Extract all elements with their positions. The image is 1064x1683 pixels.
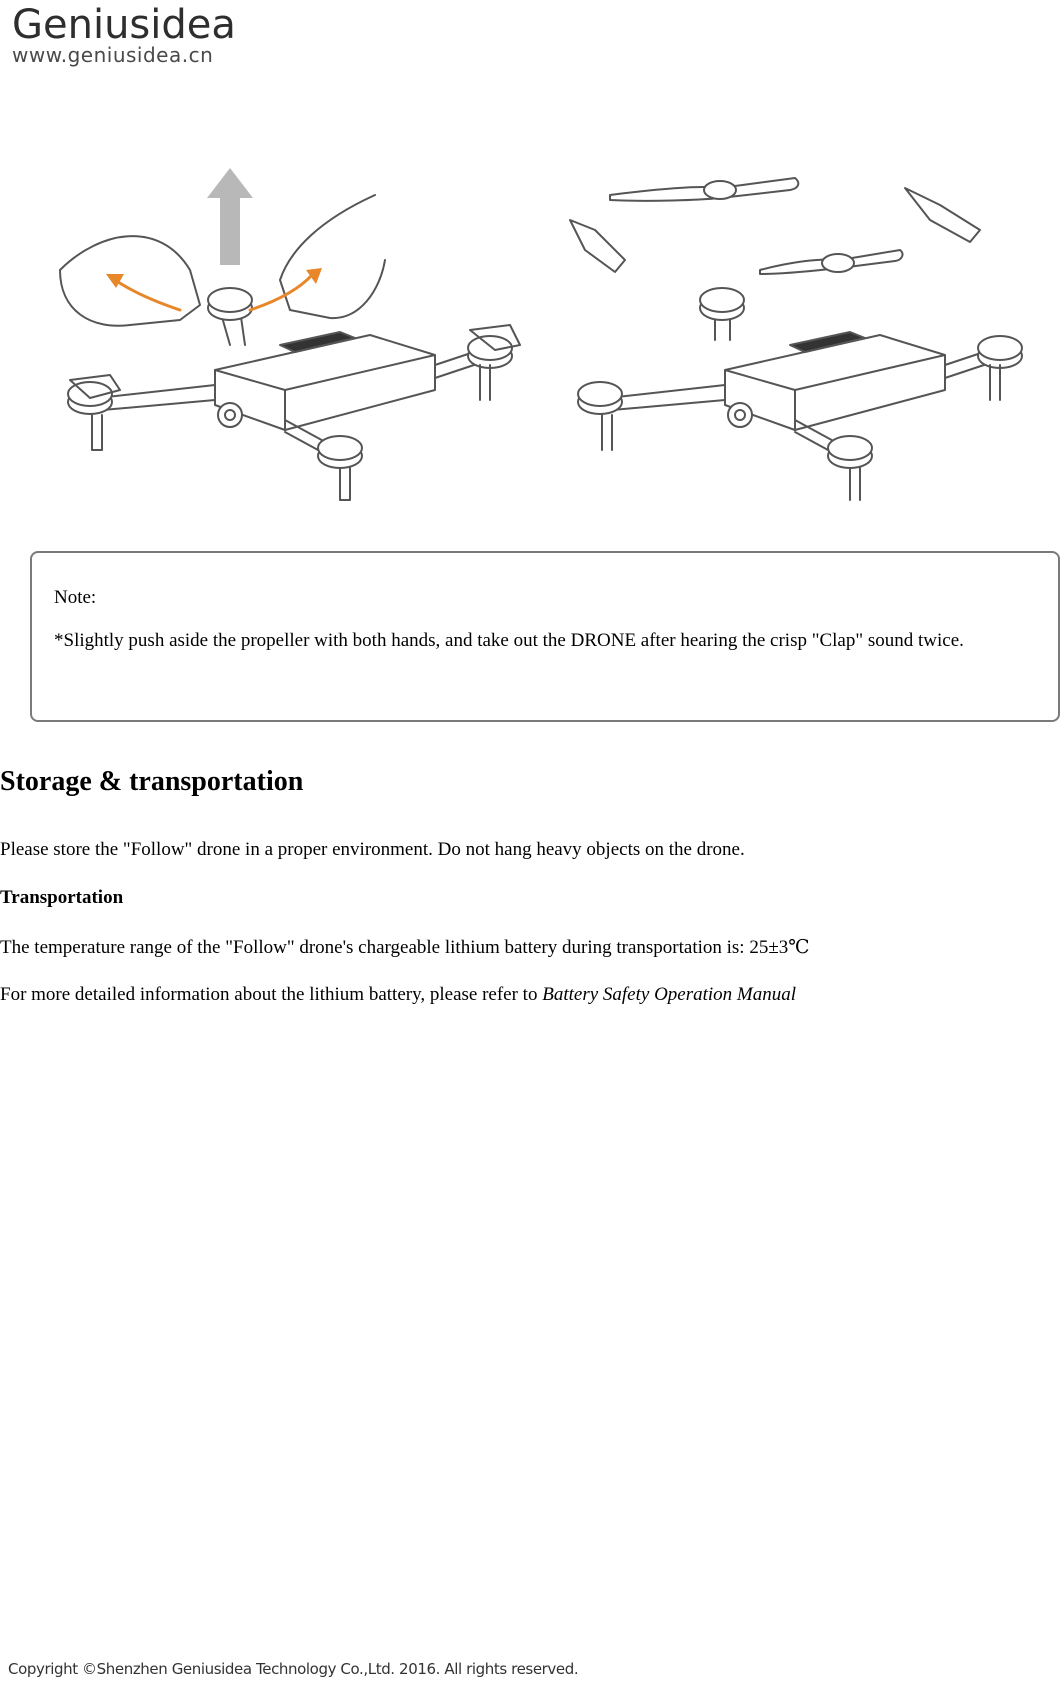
note-box xyxy=(30,551,1060,722)
propeller-removal-figure xyxy=(40,150,1040,510)
reference-prefix: For more detailed information about the lithium battery, please refer to xyxy=(0,984,543,1005)
note-text: *Slightly push aside the propeller with both hands, and take out the DRONE after hearing the crisp "Clap" sound twice. xyxy=(54,630,964,651)
battery-manual-title: Battery Safety Operation Manual xyxy=(542,984,797,1005)
copyright-footer: Copyright ©Shenzhen Geniusidea Technology Co.,Ltd. 2016. All rights reserved. xyxy=(8,1660,579,1678)
note-label: Note: xyxy=(54,587,97,608)
up-arrow-icon xyxy=(207,168,253,265)
logo-url: www.geniusidea.cn xyxy=(12,43,214,67)
drone-propellers-detached xyxy=(570,178,1022,500)
section-heading: Storage & transportation xyxy=(0,766,304,797)
logo-name: Geniusidea xyxy=(12,2,236,48)
battery-reference-paragraph xyxy=(0,983,796,1007)
drone-with-propellers xyxy=(60,168,520,500)
temperature-paragraph: The temperature range of the "Follow" drone's chargeable lithium battery during transportation is: 25±3℃ xyxy=(0,937,810,958)
transportation-subheading: Transportation xyxy=(0,887,124,908)
storage-paragraph: Please store the "Follow" drone in a proper environment. Do not hang heavy objects on the drone. xyxy=(0,839,745,860)
company-logo xyxy=(12,4,236,66)
